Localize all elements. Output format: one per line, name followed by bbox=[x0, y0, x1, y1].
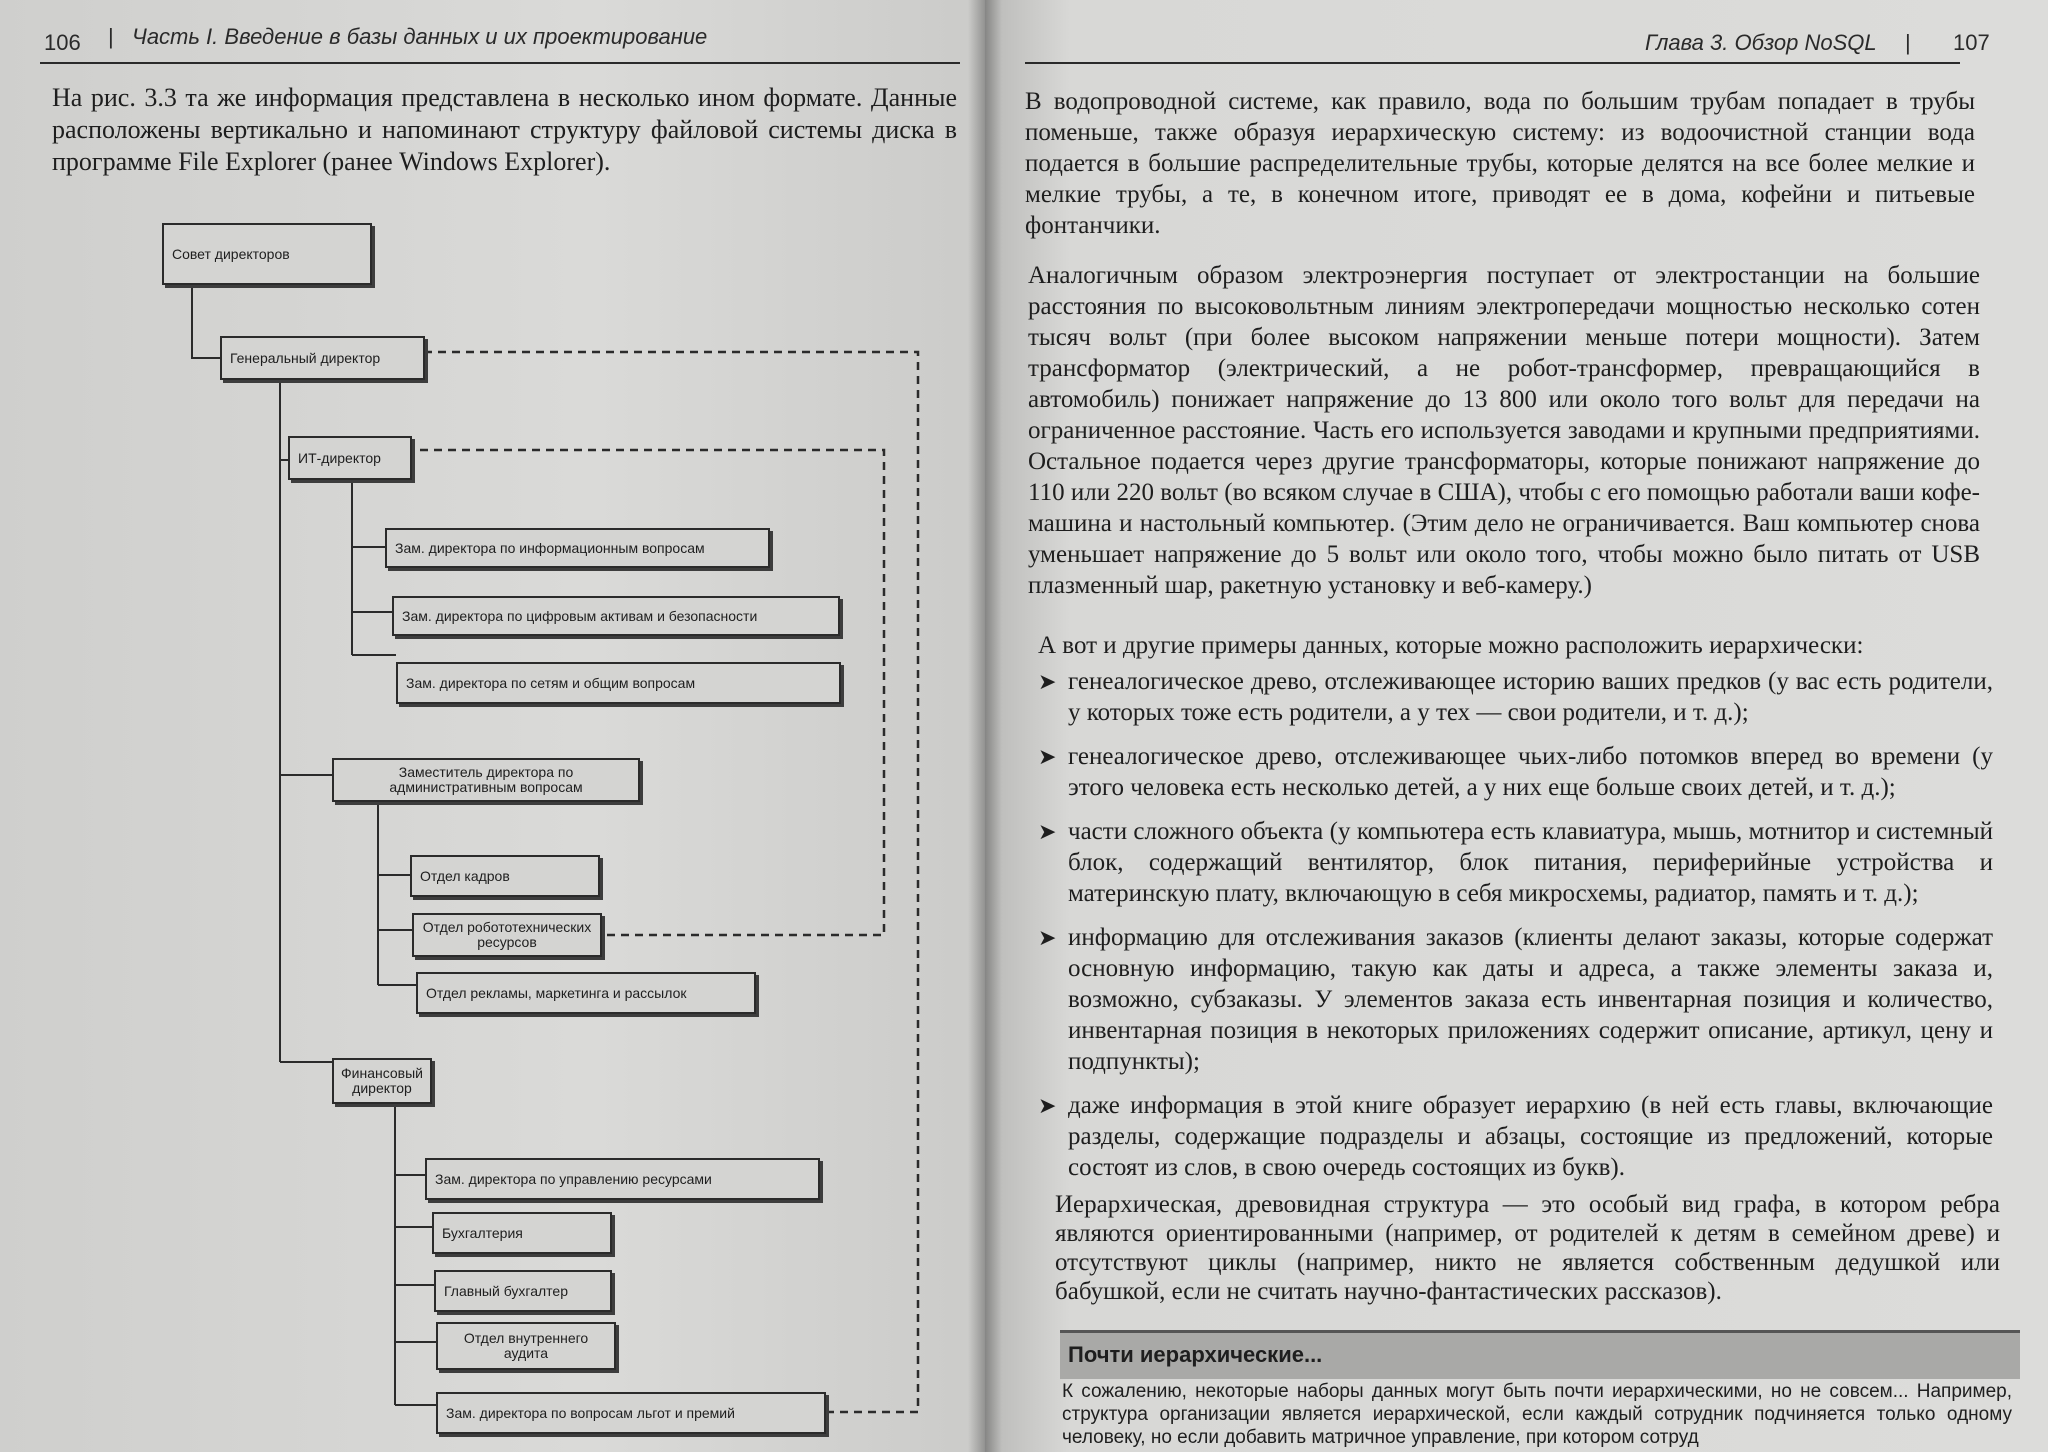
sidebar-text: К сожалению, некоторые наборы данных могут быть почти иерархическими, но не совсем... Например, структура организации является иерархической, если каждый сотрудник подчиняется только одному человеку, но если добавить матричное управление, при котором сотруд bbox=[1062, 1381, 2012, 1448]
org-node-internal-audit: Отдел внутреннего аудита bbox=[436, 1322, 616, 1370]
right-header-rule bbox=[1025, 62, 1960, 64]
org-node-it-director: ИТ-директор bbox=[288, 436, 412, 480]
org-node-admin-deputy: Заместитель директора по административным вопросам bbox=[332, 758, 640, 802]
left-intro-paragraph: На рис. 3.3 та же информация представлена в несколько ином формате. Данные расположены вертикально и напоминают структуру файловой системы диска в программе File Explorer (ранее Windows Explorer). bbox=[52, 83, 957, 176]
bullet-arrow-icon: ➤ bbox=[1038, 1093, 1057, 1118]
org-node-it-deputy-networks: Зам. директора по сетям и общим вопросам bbox=[396, 662, 841, 704]
list-item: ➤ генеалогическое древо, отслеживающее чьих-либо потомков вперед во времени (у этого человека есть несколько детей, а у них еще больше своих детей, и т. д.); bbox=[1038, 743, 1993, 801]
bullet-arrow-icon: ➤ bbox=[1038, 744, 1057, 769]
paragraph-hierarchy-definition: Иерархическая, древовидная структура — это особый вид графа, в котором ребра являются ориентированными (например, от родителей к детям в семейном древе) и отсутствуют циклы (например, никто не является собственным дедушкой или бабушкой, если не считать научно-фантастических рассказов). bbox=[1055, 1191, 2000, 1305]
list-item: ➤ части сложного объекта (у компьютера есть клавиатура, мышь, мотнитор и системный блок, содержащий вентилятор, блок питания, периферийные устройства и материнскую плату, включающую в себя микросхемы, радиатор, память и т. д.); bbox=[1038, 818, 1993, 907]
left-running-head-separator: | bbox=[108, 24, 114, 49]
left-running-head: Часть I. Введение в базы данных и их проектирование bbox=[132, 24, 708, 49]
list-item: ➤ даже информация в этой книге образует иерархию (в ней есть главы, включающие разделы, содержащие подразделы и абзацы, состоящие из предложений, которые состоят из слов, в свою очередь состоящих из букв). bbox=[1038, 1092, 1993, 1181]
bullet-arrow-icon: ➤ bbox=[1038, 669, 1057, 694]
org-node-it-deputy-security: Зам. директора по цифровым активам и безопасности bbox=[392, 596, 840, 636]
sidebar-title: Почти иерархические... bbox=[1068, 1342, 1323, 1367]
right-running-head: Глава 3. Обзор NoSQL bbox=[1645, 30, 1877, 55]
bullet-arrow-icon: ➤ bbox=[1038, 925, 1057, 950]
org-node-hr: Отдел кадров bbox=[410, 855, 600, 897]
bullet-arrow-icon: ➤ bbox=[1038, 819, 1057, 844]
paragraph-water-system: В водопроводной системе, как правило, вода по большим трубам попадает в трубы поменьше, также образуя иерархическую систему: из водоочистной станции вода подается в большие распределительные трубы, которые делятся на все более мелкие и мелкие трубы, а те, в конечном итоге, приводят ее в дома, кофейни и питьевые фонтанчики. bbox=[1025, 88, 1975, 239]
org-node-accounting: Бухгалтерия bbox=[432, 1212, 612, 1254]
left-page-number: 106 bbox=[44, 30, 81, 55]
paragraph-electricity: Аналогичным образом электроэнергия поступает от электростанции на большие расстояния по высоковольтным линиям электропередачи мощностью несколько сотен тысяч вольт (при более высоком напряжении меньше потери мощности). Затем трансформатор (электрический, а не робот-трансформер, превращающийся в автомобиль) понижает напряжение до 13 800 или около того вольт для передачи на ограниченное расстояние. Часть его используется заводами и крупными предприятиями. Остальное подается через другие трансформаторы, которые понижают напряжение до 110 или 220 вольт (во всяком случае в США), чтобы с его помощью работали ваши кофе-машина и настольный компьютер. (Этим дело не ограничивается. Ваш компьютер снова уменьшает напряжение до 5 вольт или около того, чтобы можно было питать от USB плазменный шар, ракетную установку и веб-камеру.) bbox=[1028, 262, 1980, 599]
list-item: ➤ информацию для отслеживания заказов (клиенты делают заказы, которые содержат основную информацию, такую как даты и адреса, а также элементы заказа и, возможно, субзаказы. У элементов заказа есть инвентарная позиция и количество, инвентарная позиция в некоторых приложениях содержит описание, артикул, цену и подпункты); bbox=[1038, 924, 1993, 1075]
org-node-cfo: Финансовый директор bbox=[332, 1058, 432, 1104]
right-running-head-separator: | bbox=[1905, 30, 1911, 55]
org-node-marketing: Отдел рекламы, маркетинга и рассылок bbox=[416, 972, 756, 1014]
examples-list bbox=[1038, 666, 1993, 1196]
book-gutter-shadow bbox=[968, 0, 1002, 1452]
list-item: ➤ генеалогическое древо, отслеживающее историю ваших предков (у вас есть родители, у которых тоже есть родители, а у тех — свои родители, и т. д.); bbox=[1038, 668, 1993, 726]
paragraph-examples-intro: А вот и другие примеры данных, которые можно расположить иерархически: bbox=[1038, 632, 1864, 659]
org-node-resources-deputy: Зам. директора по управлению ресурсами bbox=[425, 1158, 820, 1200]
left-page bbox=[0, 0, 985, 1452]
org-node-board: Совет директоров bbox=[162, 223, 372, 285]
org-node-it-deputy-info: Зам. директора по информационным вопросам bbox=[385, 528, 770, 568]
org-node-chief-accountant: Главный бухгалтер bbox=[434, 1270, 612, 1312]
right-page-number: 107 bbox=[1953, 30, 1990, 55]
org-node-benefits-deputy: Зам. директора по вопросам льгот и премий bbox=[436, 1392, 826, 1434]
org-node-ceo: Генеральный директор bbox=[220, 336, 425, 380]
org-node-robotics: Отдел робототехнических ресурсов bbox=[412, 913, 602, 957]
